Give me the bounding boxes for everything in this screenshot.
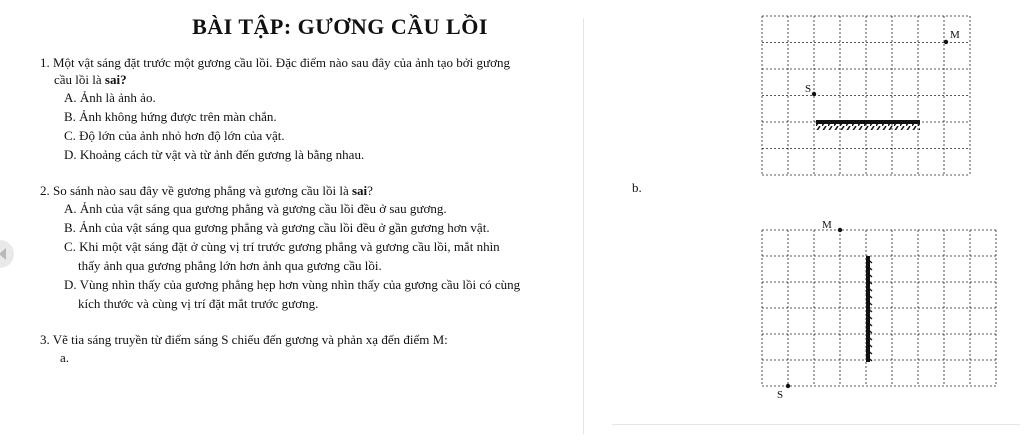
figure-b-grid [762,230,996,386]
page-title: BÀI TẬP: GƯƠNG CẦU LỒI [192,14,488,39]
figure-a-label-s: S [805,83,812,95]
question-1-mark: ? [120,72,127,87]
question-2-option-c-line1: C. Khi một vật sáng đặt ở cùng vị trí trước gương phẳng và gương cầu lồi, mắt nhìn [64,239,500,254]
figure-a-point-s [812,92,816,96]
question-2-option-c-line2: thấy ảnh qua gương phẳng lớn hơn ảnh qua gương cầu lồi. [78,258,382,273]
figure-b-mirror [866,256,872,362]
question-2-mark: ? [367,183,373,198]
question-2-option-a: A. Ảnh của vật sáng qua gương phẳng và gương cầu lồi đều ở sau gương. [64,201,447,216]
figure-a-mirror [816,120,920,130]
question-1-emphasis: sai [104,72,121,87]
question-3-stem: 3. Vẽ tia sáng truyền từ điểm sáng S chiếu đến gương và phản xạ đến điểm M: [40,332,448,347]
question-1-option-b: B. Ảnh không hứng được trên màn chắn. [64,109,277,124]
question-1-stem-line1: 1. Một vật sáng đặt trước một gương cầu lồi. Đặc điểm nào sau đây của ảnh tạo bởi gương [40,55,510,70]
question-2-stem-text: 2. So sánh nào sau đây về gương phẳng và gương cầu lồi là [40,183,352,198]
question-2-option-b: B. Ảnh của vật sáng qua gương phẳng và gương cầu lồi đều ở gần gương hơn vật. [64,220,490,235]
question-1-option-a: A. Ảnh là ảnh ảo. [64,90,156,105]
figure-b-point-s [786,384,790,388]
question-3-part-b-label: b. [632,180,642,195]
figure-a-grid [762,16,970,175]
question-2-option-d-line2: kích thước và cùng vị trí đặt mắt trước gương. [78,296,319,311]
question-2-option-d-line1: D. Vùng nhìn thấy của gương phẳng hẹp hơn vùng nhìn thấy của gương cầu lồi có cùng [64,277,521,292]
question-1-option-d: D. Khoảng cách từ vật và từ ảnh đến gương là bằng nhau. [64,147,365,162]
figure-a-label-m: M [950,29,960,41]
question-1-option-c: C. Độ lớn của ảnh nhỏ hơn độ lớn của vật. [64,128,285,143]
figure-a-point-m [944,40,948,44]
question-1-stem-cont: cầu lồi là [54,72,105,87]
figure-b-label-m: M [822,219,832,231]
question-2-emphasis: sai [351,183,368,198]
figure-b-point-m [838,228,842,232]
figure-b-label-s: S [777,389,784,401]
question-3-part-a-label: a. [60,350,70,365]
